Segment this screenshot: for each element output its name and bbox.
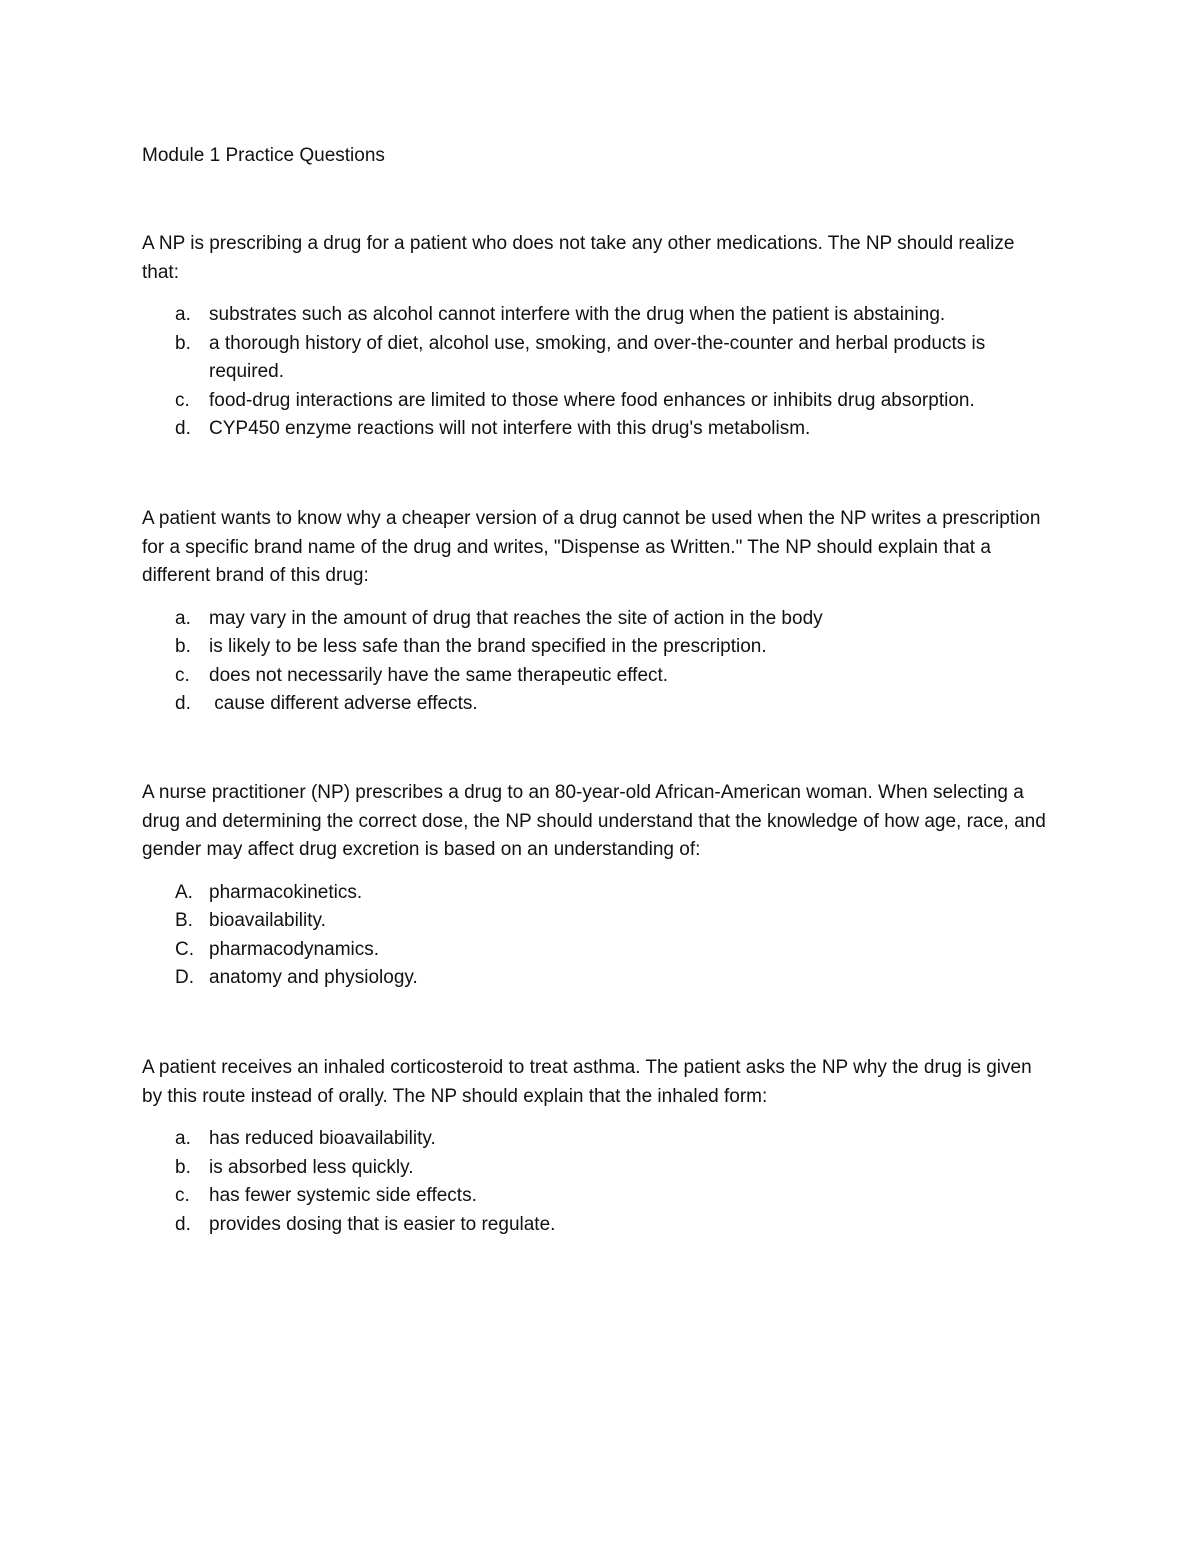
option-letter: d. — [175, 693, 191, 714]
question-2 — [142, 505, 1062, 719]
option-letter: b. — [175, 636, 191, 657]
option-text: may vary in the amount of drug that reaches the site of action in the body — [209, 607, 823, 629]
answer-options — [142, 301, 1062, 444]
answer-option — [142, 1154, 1062, 1183]
option-text: is absorbed less quickly. — [209, 1156, 414, 1178]
option-text: provides dosing that is easier to regulate. — [209, 1213, 556, 1235]
answer-option — [142, 662, 1062, 691]
question-stem: A NP is prescribing a drug for a patient who does not take any other medications. The NP should realize that: — [142, 233, 1015, 283]
question-4 — [142, 1054, 1062, 1239]
answer-option — [142, 605, 1062, 634]
answer-option — [142, 907, 1062, 936]
answer-option — [142, 1211, 1062, 1240]
option-letter: c. — [175, 664, 190, 686]
option-text: pharmacokinetics. — [209, 881, 363, 903]
question-stem: A nurse practitioner (NP) prescribes a drug to an 80-year-old African-American woman. When selecting a drug and determining the correct dose, the NP should understand that the knowledge of how age, race, and gender may affect drug excretion is based on an understanding of: — [142, 782, 1046, 860]
option-letter: c. — [175, 389, 190, 411]
option-text: does not necessarily have the same therapeutic effect. — [209, 664, 669, 686]
question-stem: A patient wants to know why a cheaper version of a drug cannot be used when the NP writes a prescription for a specific brand name of the drug and writes, "Dispense as Written." The NP should explain that a different brand of this drug: — [142, 508, 1041, 586]
document-title: Module 1 Practice Questions — [142, 145, 385, 166]
answer-options — [142, 1125, 1062, 1239]
option-letter: d. — [175, 1213, 191, 1235]
option-letter: a. — [175, 607, 191, 629]
option-text: a thorough history of diet, alcohol use, smoking, and over-the-counter and herbal products is required. — [209, 332, 986, 382]
question-stem: A patient receives an inhaled corticosteroid to treat asthma. The patient asks the NP why the drug is given by this route instead of orally. The NP should explain that the inhaled form: — [142, 1057, 1032, 1107]
option-text: pharmacodynamics. — [209, 938, 380, 960]
option-text: has reduced bioavailability. — [209, 1128, 436, 1149]
option-letter: D. — [175, 967, 194, 988]
option-text: cause different adverse effects. — [209, 693, 478, 714]
answer-option — [142, 633, 1062, 662]
answer-option — [142, 1182, 1062, 1211]
option-letter: A. — [175, 881, 193, 903]
answer-option — [142, 387, 1062, 416]
answer-option — [142, 1125, 1062, 1154]
option-letter: d. — [175, 418, 191, 439]
option-letter: c. — [175, 1185, 190, 1206]
option-letter: a. — [175, 1128, 191, 1149]
option-text: has fewer systemic side effects. — [209, 1185, 477, 1206]
option-letter: B. — [175, 910, 193, 931]
option-text: is likely to be less safe than the brand specified in the prescription. — [209, 636, 767, 657]
answer-options — [142, 879, 1062, 993]
answer-options — [142, 605, 1062, 719]
option-text: CYP450 enzyme reactions will not interfere with this drug's metabolism. — [209, 418, 811, 439]
answer-option — [142, 330, 1062, 387]
answer-option — [142, 415, 1062, 444]
option-letter: C. — [175, 938, 194, 960]
answer-option — [142, 964, 1062, 993]
question-3 — [142, 779, 1062, 993]
question-1 — [142, 230, 1062, 444]
option-text: food-drug interactions are limited to those where food enhances or inhibits drug absorption. — [209, 389, 975, 411]
option-letter: b. — [175, 1156, 191, 1178]
answer-option — [142, 301, 1062, 330]
answer-option — [142, 879, 1062, 908]
option-letter: b. — [175, 332, 191, 354]
answer-option — [142, 690, 1062, 719]
option-letter: a. — [175, 304, 191, 325]
answer-option — [142, 936, 1062, 965]
option-text: anatomy and physiology. — [209, 967, 418, 988]
option-text: substrates such as alcohol cannot interfere with the drug when the patient is abstaining. — [209, 304, 946, 325]
option-text: bioavailability. — [209, 910, 326, 931]
